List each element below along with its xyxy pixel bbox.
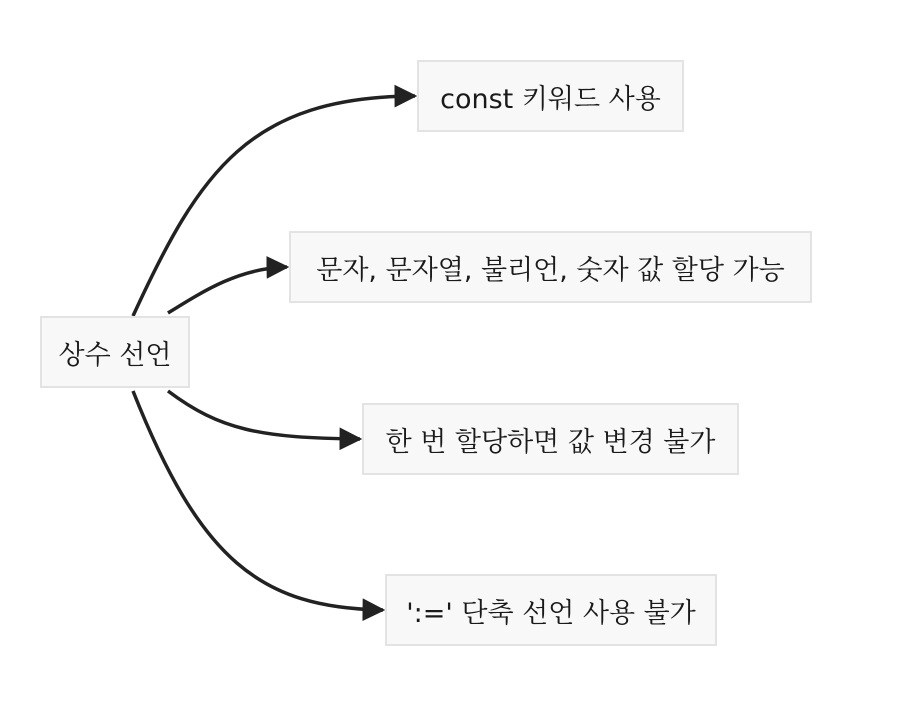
child-node-assignable-values — [289, 231, 812, 303]
edge-root-to-no-short-declaration — [133, 391, 383, 610]
child-node-label: ':=' 단축 선언 사용 불가 — [406, 597, 696, 629]
root-node-label: 상수 선언 — [58, 339, 172, 371]
child-node-const-keyword — [417, 60, 684, 132]
edge-root-to-immutable — [168, 391, 360, 439]
child-node-immutable — [362, 403, 739, 475]
child-node-label: 문자, 문자열, 불리언, 숫자 값 할당 가능 — [316, 254, 785, 286]
child-node-label: const 키워드 사용 — [440, 83, 661, 115]
child-node-label: 한 번 할당하면 값 변경 불가 — [385, 426, 716, 458]
root-node-constant-declaration — [40, 316, 190, 388]
edge-root-to-assignable-values — [168, 267, 287, 313]
child-node-no-short-declaration — [385, 574, 717, 646]
